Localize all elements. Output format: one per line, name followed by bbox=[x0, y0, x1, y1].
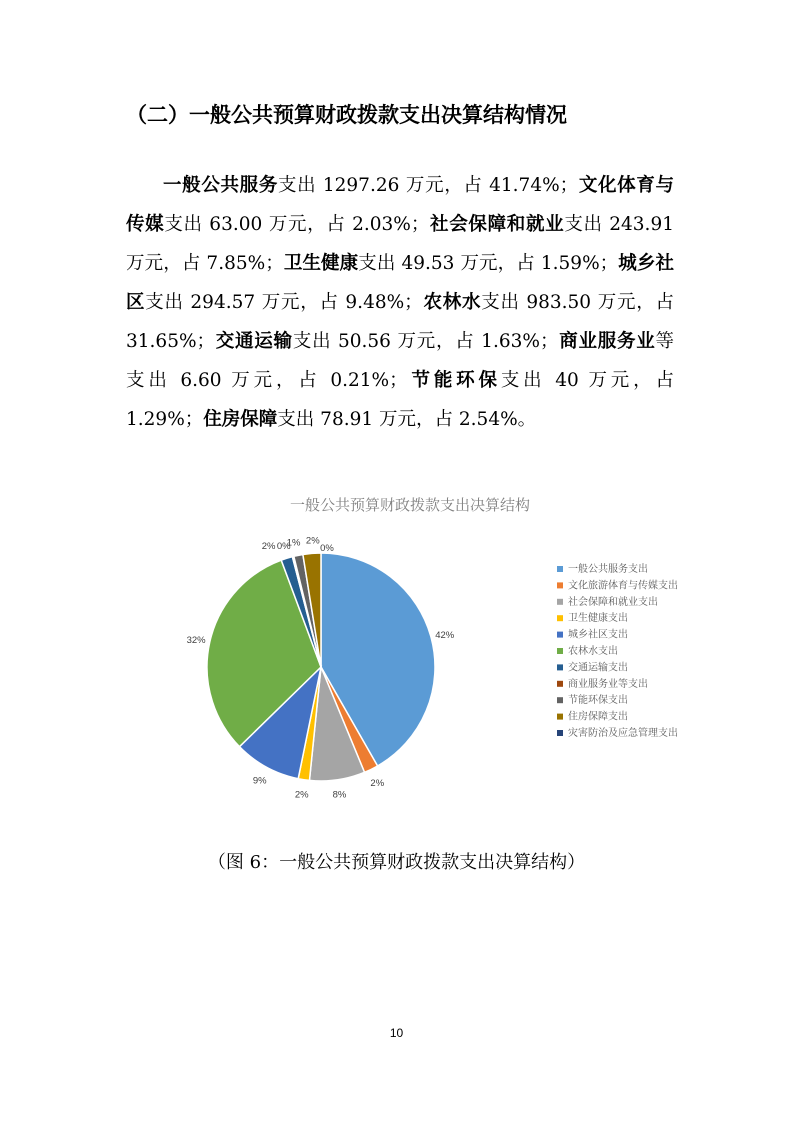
slice-data-label: 1% bbox=[286, 537, 301, 549]
legend-swatch bbox=[557, 697, 563, 703]
slice-data-label: 42% bbox=[435, 630, 455, 642]
page-number: 10 bbox=[389, 1026, 404, 1040]
category-keyword: 文化体育与传媒 bbox=[126, 175, 674, 235]
category-amount-text: 支出 40 万元，占 1.29%； bbox=[126, 370, 674, 430]
category-keyword: 商业服务业 bbox=[558, 331, 656, 352]
legend-swatch bbox=[557, 582, 563, 588]
legend-label: 农林水支出 bbox=[568, 646, 618, 657]
legend-label: 商业服务业等支出 bbox=[568, 678, 648, 690]
legend-swatch bbox=[557, 730, 563, 736]
legend-label: 文化旅游体育与传媒支出 bbox=[568, 580, 678, 592]
slice-data-label: 2% bbox=[294, 789, 309, 801]
legend-swatch bbox=[557, 599, 563, 605]
legend-label: 交通运输支出 bbox=[568, 662, 628, 674]
category-amount-text: 支出 243.91 万元，占 7.85%； bbox=[126, 214, 674, 274]
category-amount-text: 等支出 6.60 万元，占 0.21%； bbox=[126, 331, 674, 391]
legend-swatch bbox=[557, 632, 563, 638]
legend-label: 住房保障支出 bbox=[568, 711, 628, 723]
category-keyword: 社会保障和就业 bbox=[429, 214, 565, 235]
slice-data-label: 32% bbox=[186, 635, 206, 646]
slice-data-label: 8% bbox=[332, 789, 347, 801]
category-keyword: 交通运输 bbox=[215, 331, 293, 352]
category-keyword: 节能环保 bbox=[407, 370, 501, 391]
category-amount-text: 支出 63.00 万元，占 2.03%； bbox=[164, 214, 430, 235]
legend-swatch bbox=[557, 664, 563, 670]
legend-label: 卫生健康支出 bbox=[568, 613, 628, 625]
legend-swatch bbox=[557, 566, 563, 572]
slice-data-label: 0% bbox=[276, 540, 291, 552]
legend-label: 城乡社区支出 bbox=[568, 629, 628, 641]
pie-chart bbox=[186, 486, 720, 806]
category-keyword: 住房保障 bbox=[203, 409, 278, 430]
legend-label: 节能环保支出 bbox=[568, 695, 628, 707]
category-amount-text: 支出 983.50 万元，占 31.65%； bbox=[126, 292, 674, 352]
legend-swatch bbox=[557, 615, 563, 621]
category-amount-text: 支出 78.91 万元，占 2.54%。 bbox=[277, 409, 537, 430]
expenditure-paragraph bbox=[126, 166, 674, 439]
slice-data-label: 2% bbox=[370, 778, 385, 789]
slice-data-label: 2% bbox=[261, 540, 276, 552]
slice-data-label: 0% bbox=[320, 543, 334, 554]
chart-title: 一般公共预算财政拨款支出决算结构 bbox=[289, 496, 531, 514]
category-keyword: 农林水 bbox=[422, 292, 482, 313]
category-keyword: 城乡社区 bbox=[126, 253, 674, 313]
slice-data-label: 9% bbox=[252, 775, 267, 787]
category-keyword: 一般公共服务 bbox=[163, 175, 278, 196]
legend-label: 社会保障和就业支出 bbox=[568, 596, 658, 608]
legend-swatch bbox=[557, 648, 563, 654]
legend-swatch bbox=[557, 714, 563, 720]
category-amount-text: 支出 294.57 万元，占 9.48%； bbox=[145, 292, 423, 313]
slice-data-label: 2% bbox=[305, 535, 320, 547]
category-amount-text: 支出 50.56 万元，占 1.63%； bbox=[292, 331, 559, 352]
legend-swatch bbox=[557, 681, 563, 687]
legend-label: 一般公共服务支出 bbox=[568, 564, 648, 575]
category-amount-text: 支出 49.53 万元，占 1.59%； bbox=[358, 253, 619, 274]
category-amount-text: 支出 1297.26 万元，占 41.74%； bbox=[278, 175, 579, 196]
figure-caption: （图 6：一般公共预算财政拨款支出决算结构） bbox=[207, 852, 586, 873]
category-keyword: 卫生健康 bbox=[283, 253, 359, 274]
legend-label: 灾害防治及应急管理支出 bbox=[568, 728, 678, 739]
section-heading: （二）一般公共预算财政拨款支出决算结构情况 bbox=[126, 103, 567, 127]
